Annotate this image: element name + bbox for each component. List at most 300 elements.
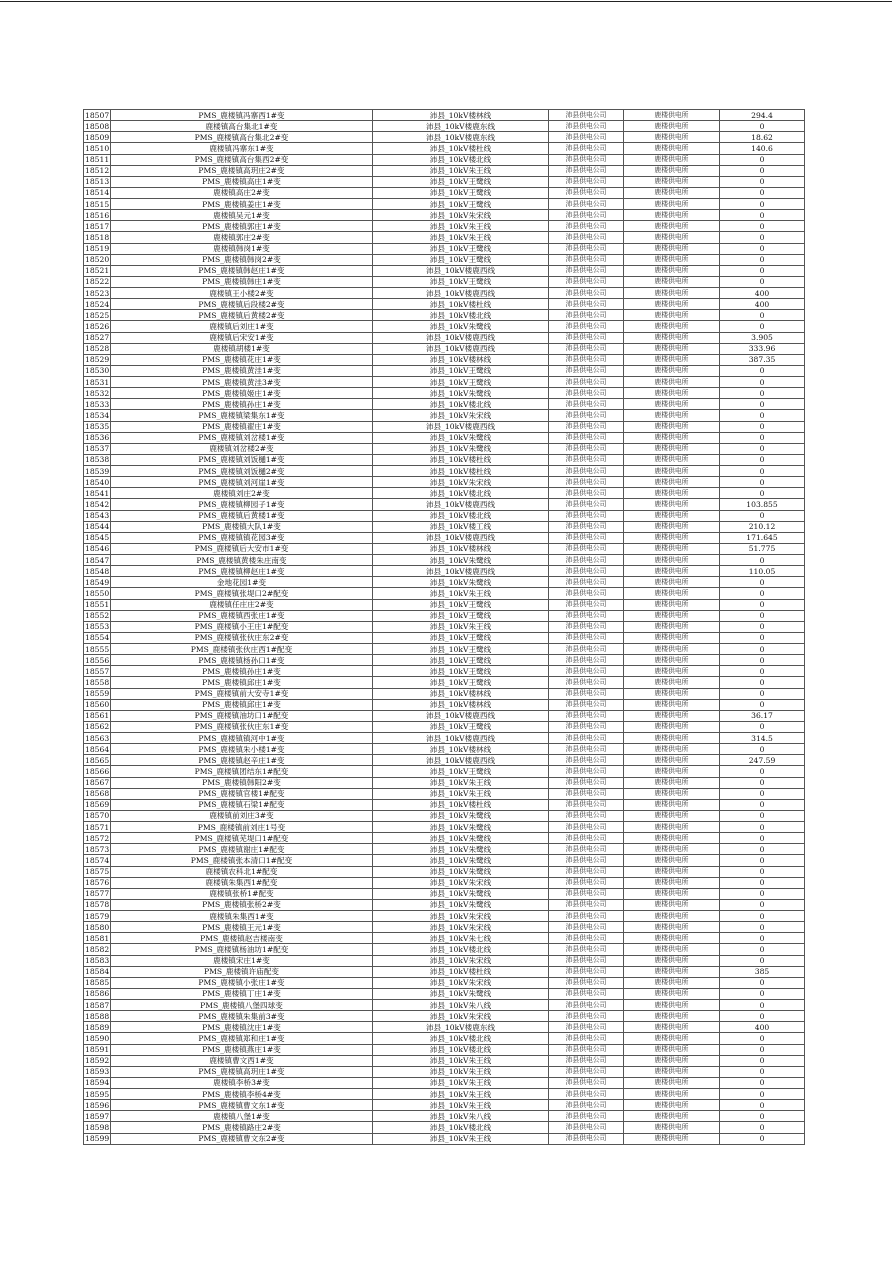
station-cell: 鹿楼供电所	[624, 599, 720, 610]
value-cell: 18.62	[720, 132, 805, 143]
feeder-line-cell: 沛县_10kV楼杜线	[373, 966, 549, 977]
value-cell: 0	[720, 1133, 805, 1144]
transformer-name-cell: 鹿楼镇后宋安1#变	[111, 332, 373, 343]
record-id-cell: 18595	[85, 1089, 110, 1099]
table-row	[84, 276, 805, 287]
table-row	[84, 1066, 805, 1077]
table-row	[84, 988, 805, 999]
transformer-name-cell: PMS_鹿楼镇谢庄1#配变	[111, 844, 373, 855]
value-cell: 0	[720, 810, 805, 821]
table-row	[84, 788, 805, 799]
table-row	[84, 288, 805, 299]
value-cell: 0	[720, 510, 805, 521]
value-cell: 0	[720, 399, 805, 410]
value-cell: 0	[720, 666, 805, 677]
transformer-name-cell: PMS_鹿楼镇姬庄1#变	[111, 388, 373, 399]
company-cell: 沛县供电公司	[549, 276, 624, 287]
transformer-table	[83, 109, 805, 1145]
station-cell: 鹿楼供电所	[624, 532, 720, 543]
station-cell: 鹿楼供电所	[624, 610, 720, 621]
company-cell: 沛县供电公司	[549, 577, 624, 588]
table-row	[84, 710, 805, 721]
feeder-line-cell: 沛县_10kV朱八线	[373, 1111, 549, 1122]
table-row	[84, 543, 805, 554]
feeder-line-cell: 沛县_10kV王鹭线	[373, 187, 549, 198]
feeder-line-cell: 沛县_10kV楼鹿东线	[373, 121, 549, 132]
station-cell: 鹿楼供电所	[624, 1122, 720, 1133]
transformer-name-cell: PMS_鹿楼镇小王庄1#配变	[111, 621, 373, 632]
feeder-line-cell: 沛县_10kV朱鹭线	[373, 833, 549, 844]
feeder-line-cell: 沛县_10kV楼杜线	[373, 143, 549, 154]
company-cell: 沛县供电公司	[549, 310, 624, 321]
feeder-line-cell: 沛县_10kV楼鹿西线	[373, 265, 549, 276]
transformer-name-cell: 鹿楼镇任庄庄2#变	[111, 599, 373, 610]
value-cell: 0	[720, 621, 805, 632]
table-row	[84, 377, 805, 388]
station-cell: 鹿楼供电所	[624, 810, 720, 821]
transformer-name-cell: PMS_鹿楼镇八堡四球变	[111, 1000, 373, 1011]
record-id-cell: 18541	[85, 488, 110, 498]
station-cell: 鹿楼供电所	[624, 510, 720, 521]
table-row	[84, 221, 805, 232]
feeder-line-cell: 沛县_10kV楼鹿东线	[373, 1022, 549, 1033]
table-row	[84, 766, 805, 777]
value-cell: 387.35	[720, 354, 805, 365]
company-cell: 沛县供电公司	[549, 833, 624, 844]
value-cell: 294.4	[720, 110, 805, 121]
station-cell: 鹿楼供电所	[624, 632, 720, 643]
value-cell: 0	[720, 466, 805, 477]
record-id-cell: 18570	[85, 811, 110, 821]
transformer-name-cell: PMS_鹿楼镇黄楼朱庄南变	[111, 555, 373, 566]
table-row	[84, 1111, 805, 1122]
transformer-name-cell: PMS_鹿楼镇黄洼3#变	[111, 377, 373, 388]
table-row	[84, 388, 805, 399]
company-cell: 沛县供电公司	[549, 977, 624, 988]
company-cell: 沛县供电公司	[549, 766, 624, 777]
transformer-name-cell: PMS_鹿楼镇沈庄1#变	[111, 1022, 373, 1033]
record-id-cell: 18531	[85, 377, 110, 387]
company-cell: 沛县供电公司	[549, 610, 624, 621]
transformer-name-cell: 鹿楼镇郭庄2#变	[111, 232, 373, 243]
station-cell: 鹿楼供电所	[624, 688, 720, 699]
record-id-cell: 18512	[85, 166, 110, 176]
value-cell: 0	[720, 377, 805, 388]
transformer-name-cell: PMS_鹿楼镇翟庄1#变	[111, 421, 373, 432]
table-row	[84, 1000, 805, 1011]
transformer-name-cell: PMS_鹿楼镇西张庄1#变	[111, 610, 373, 621]
record-id-cell: 18543	[85, 511, 110, 521]
value-cell: 385	[720, 966, 805, 977]
record-id-cell: 18580	[85, 922, 110, 932]
table-row	[84, 755, 805, 766]
table-row	[84, 677, 805, 688]
value-cell: 0	[720, 199, 805, 210]
station-cell: 鹿楼供电所	[624, 288, 720, 299]
record-id-cell: 18508	[85, 121, 110, 131]
record-id-cell: 18594	[85, 1078, 110, 1088]
table-row	[84, 187, 805, 198]
table-row	[84, 599, 805, 610]
table-row	[84, 1122, 805, 1133]
table-row	[84, 733, 805, 744]
record-id-cell: 18584	[85, 967, 110, 977]
table-row	[84, 232, 805, 243]
feeder-line-cell: 沛县_10kV朱王线	[373, 777, 549, 788]
transformer-name-cell: PMS_鹿楼镇镇河中1#变	[111, 733, 373, 744]
record-id-cell: 18592	[85, 1056, 110, 1066]
company-cell: 沛县供电公司	[549, 744, 624, 755]
feeder-line-cell: 沛县_10kV楼鹿西线	[373, 499, 549, 510]
record-id-cell: 18545	[85, 533, 110, 543]
transformer-name-cell: PMS_鹿楼镇刘饭樋2#变	[111, 466, 373, 477]
company-cell: 沛县供电公司	[549, 632, 624, 643]
table-row	[84, 210, 805, 221]
station-cell: 鹿楼供电所	[624, 221, 720, 232]
transformer-name-cell: PMS_鹿楼镇张桥2#变	[111, 899, 373, 910]
table-row	[84, 644, 805, 655]
table-row	[84, 410, 805, 421]
table-row	[84, 265, 805, 276]
transformer-name-cell: PMS_鹿楼镇后黄楼2#变	[111, 310, 373, 321]
value-cell: 0	[720, 644, 805, 655]
table-row	[84, 521, 805, 532]
company-cell: 沛县供电公司	[549, 1111, 624, 1122]
company-cell: 沛县供电公司	[549, 288, 624, 299]
record-id-cell: 18554	[85, 633, 110, 643]
feeder-line-cell: 沛县_10kV朱鹭线	[373, 810, 549, 821]
station-cell: 鹿楼供电所	[624, 310, 720, 321]
company-cell: 沛县供电公司	[549, 399, 624, 410]
value-cell: 0	[720, 243, 805, 254]
table-row	[84, 110, 805, 121]
company-cell: 沛县供电公司	[549, 1055, 624, 1066]
feeder-line-cell: 沛县_10kV朱宋线	[373, 877, 549, 888]
transformer-name-cell: PMS_鹿楼镇花庄1#变	[111, 354, 373, 365]
table-body	[84, 110, 805, 1145]
table-row	[84, 1100, 805, 1111]
transformer-name-cell: PMS_鹿楼镇张伙庄东2#变	[111, 632, 373, 643]
record-id-cell: 18550	[85, 588, 110, 598]
table-row	[84, 510, 805, 521]
company-cell: 沛县供电公司	[549, 354, 624, 365]
transformer-name-cell: PMS_鹿楼镇杨孙口1#变	[111, 655, 373, 666]
record-id-cell: 18573	[85, 844, 110, 854]
table-row	[84, 121, 805, 132]
table-row	[84, 143, 805, 154]
company-cell: 沛县供电公司	[549, 243, 624, 254]
value-cell: 0	[720, 421, 805, 432]
feeder-line-cell: 沛县_10kV王鹭线	[373, 766, 549, 777]
station-cell: 鹿楼供电所	[624, 1066, 720, 1077]
table-row	[84, 332, 805, 343]
table-row	[84, 877, 805, 888]
record-id-cell: 18569	[85, 800, 110, 810]
station-cell: 鹿楼供电所	[624, 955, 720, 966]
table-row	[84, 343, 805, 354]
feeder-line-cell: 沛县_10kV楼北线	[373, 488, 549, 499]
value-cell: 0	[720, 888, 805, 899]
record-id-cell: 18548	[85, 566, 110, 576]
table-row	[84, 421, 805, 432]
transformer-name-cell: PMS_鹿楼镇柳园子1#变	[111, 499, 373, 510]
company-cell: 沛县供电公司	[549, 1133, 624, 1144]
feeder-line-cell: 沛县_10kV楼杜线	[373, 299, 549, 310]
feeder-line-cell: 沛县_10kV朱七线	[373, 933, 549, 944]
station-cell: 鹿楼供电所	[624, 677, 720, 688]
feeder-line-cell: 沛县_10kV朱鹭线	[373, 899, 549, 910]
company-cell: 沛县供电公司	[549, 944, 624, 955]
table-row	[84, 243, 805, 254]
feeder-line-cell: 沛县_10kV楼林线	[373, 354, 549, 365]
feeder-line-cell: 沛县_10kV朱王线	[373, 232, 549, 243]
transformer-name-cell: PMS_鹿楼镇郭庄1#变	[111, 221, 373, 232]
station-cell: 鹿楼供电所	[624, 477, 720, 488]
value-cell: 400	[720, 288, 805, 299]
table-row	[84, 1133, 805, 1144]
station-cell: 鹿楼供电所	[624, 199, 720, 210]
company-cell: 沛县供电公司	[549, 232, 624, 243]
feeder-line-cell: 沛县_10kV王鹭线	[373, 644, 549, 655]
value-cell: 0	[720, 922, 805, 933]
record-id-cell: 18528	[85, 344, 110, 354]
station-cell: 鹿楼供电所	[624, 621, 720, 632]
station-cell: 鹿楼供电所	[624, 933, 720, 944]
value-cell: 0	[720, 121, 805, 132]
company-cell: 沛县供电公司	[549, 1066, 624, 1077]
table-row	[84, 799, 805, 810]
table-row	[84, 721, 805, 732]
value-cell: 0	[720, 844, 805, 855]
transformer-name-cell: PMS_鹿楼镇李桥4#变	[111, 1089, 373, 1100]
feeder-line-cell: 沛县_10kV朱王线	[373, 588, 549, 599]
transformer-name-cell: PMS_鹿楼镇梁集东1#变	[111, 410, 373, 421]
transformer-name-cell: 鹿楼镇冯寨东1#变	[111, 143, 373, 154]
table-row	[84, 254, 805, 265]
transformer-name-cell: PMS_鹿楼镇高庄1#变	[111, 176, 373, 187]
company-cell: 沛县供电公司	[549, 176, 624, 187]
feeder-line-cell: 沛县_10kV朱王线	[373, 221, 549, 232]
station-cell: 鹿楼供电所	[624, 911, 720, 922]
feeder-line-cell: 沛县_10kV朱鹭线	[373, 577, 549, 588]
table-row	[84, 566, 805, 577]
value-cell: 0	[720, 699, 805, 710]
transformer-name-cell: PMS_鹿楼镇丁庄1#变	[111, 988, 373, 999]
feeder-line-cell: 沛县_10kV朱鹭线	[373, 555, 549, 566]
record-id-cell: 18563	[85, 733, 110, 743]
station-cell: 鹿楼供电所	[624, 110, 720, 121]
transformer-name-cell: PMS_鹿楼镇韩岗2#变	[111, 254, 373, 265]
table-row	[84, 499, 805, 510]
company-cell: 沛县供电公司	[549, 810, 624, 821]
company-cell: 沛县供电公司	[549, 988, 624, 999]
station-cell: 鹿楼供电所	[624, 644, 720, 655]
value-cell: 0	[720, 310, 805, 321]
station-cell: 鹿楼供电所	[624, 577, 720, 588]
value-cell: 0	[720, 1122, 805, 1133]
value-cell: 0	[720, 1077, 805, 1088]
value-cell: 0	[720, 410, 805, 421]
record-id-cell: 18525	[85, 310, 110, 320]
transformer-name-cell: PMS_鹿楼镇张堤口2#配变	[111, 588, 373, 599]
value-cell: 0	[720, 944, 805, 955]
value-cell: 0	[720, 721, 805, 732]
transformer-name-cell: PMS_鹿楼镇朱集前3#变	[111, 1011, 373, 1022]
value-cell: 0	[720, 788, 805, 799]
station-cell: 鹿楼供电所	[624, 799, 720, 810]
company-cell: 沛县供电公司	[549, 566, 624, 577]
table-row	[84, 833, 805, 844]
company-cell: 沛县供电公司	[549, 365, 624, 376]
record-id-cell: 18599	[85, 1134, 110, 1144]
station-cell: 鹿楼供电所	[624, 299, 720, 310]
feeder-line-cell: 沛县_10kV楼鹿西线	[373, 532, 549, 543]
company-cell: 沛县供电公司	[549, 488, 624, 499]
table-row	[84, 632, 805, 643]
station-cell: 鹿楼供电所	[624, 566, 720, 577]
company-cell: 沛县供电公司	[549, 733, 624, 744]
transformer-name-cell: PMS_鹿楼镇后黄楼1#变	[111, 510, 373, 521]
table-row	[84, 310, 805, 321]
company-cell: 沛县供电公司	[549, 265, 624, 276]
feeder-line-cell: 沛县_10kV朱鹭线	[373, 844, 549, 855]
company-cell: 沛县供电公司	[549, 332, 624, 343]
record-id-cell: 18598	[85, 1122, 110, 1132]
feeder-line-cell: 沛县_10kV楼鹿西线	[373, 755, 549, 766]
table-row	[84, 199, 805, 210]
transformer-name-cell: PMS_鹿楼镇镇花园3#变	[111, 532, 373, 543]
transformer-name-cell: PMS_鹿楼镇高玥庄2#变	[111, 165, 373, 176]
value-cell: 36.17	[720, 710, 805, 721]
transformer-name-cell: PMS_鹿楼镇曹文东1#变	[111, 1100, 373, 1111]
table-row	[84, 688, 805, 699]
feeder-line-cell: 沛县_10kV楼北线	[373, 1033, 549, 1044]
station-cell: 鹿楼供电所	[624, 555, 720, 566]
transformer-name-cell: PMS_鹿楼镇刘河崖1#变	[111, 477, 373, 488]
value-cell: 0	[720, 777, 805, 788]
value-cell: 0	[720, 1055, 805, 1066]
value-cell: 0	[720, 988, 805, 999]
table-row	[84, 555, 805, 566]
value-cell: 103.855	[720, 499, 805, 510]
table-row	[84, 399, 805, 410]
feeder-line-cell: 沛县_10kV朱宋线	[373, 477, 549, 488]
transformer-name-cell: 鹿楼镇高庄2#变	[111, 187, 373, 198]
feeder-line-cell: 沛县_10kV王鹭线	[373, 365, 549, 376]
record-id-cell: 18585	[85, 978, 110, 988]
feeder-line-cell: 沛县_10kV朱鹭线	[373, 988, 549, 999]
value-cell: 0	[720, 911, 805, 922]
feeder-line-cell: 沛县_10kV王鹭线	[373, 276, 549, 287]
transformer-name-cell: PMS_鹿楼镇邱庄1#变	[111, 677, 373, 688]
station-cell: 鹿楼供电所	[624, 543, 720, 554]
table-row	[84, 911, 805, 922]
value-cell: 0	[720, 855, 805, 866]
table-row	[84, 466, 805, 477]
value-cell: 0	[720, 232, 805, 243]
transformer-name-cell: 鹿楼镇前刘庄3#变	[111, 810, 373, 821]
transformer-name-cell: 鹿楼镇李桥3#变	[111, 1077, 373, 1088]
company-cell: 沛县供电公司	[549, 899, 624, 910]
table-row	[84, 855, 805, 866]
station-cell: 鹿楼供电所	[624, 410, 720, 421]
value-cell: 0	[720, 1089, 805, 1100]
record-id-cell: 18586	[85, 989, 110, 999]
company-cell: 沛县供电公司	[549, 877, 624, 888]
station-cell: 鹿楼供电所	[624, 888, 720, 899]
station-cell: 鹿楼供电所	[624, 877, 720, 888]
transformer-name-cell: 鹿楼镇八堡1#变	[111, 1111, 373, 1122]
transformer-name-cell: PMS_鹿楼镇前大安寺1#变	[111, 688, 373, 699]
table-row	[84, 933, 805, 944]
company-cell: 沛县供电公司	[549, 721, 624, 732]
company-cell: 沛县供电公司	[549, 466, 624, 477]
value-cell: 0	[720, 677, 805, 688]
table-row	[84, 132, 805, 143]
record-id-cell: 18589	[85, 1022, 110, 1032]
feeder-line-cell: 沛县_10kV王鹭线	[373, 199, 549, 210]
feeder-line-cell: 沛县_10kV朱王线	[373, 1077, 549, 1088]
value-cell: 0	[720, 1011, 805, 1022]
company-cell: 沛县供电公司	[549, 143, 624, 154]
station-cell: 鹿楼供电所	[624, 833, 720, 844]
station-cell: 鹿楼供电所	[624, 733, 720, 744]
table-row	[84, 454, 805, 465]
transformer-name-cell: 鹿楼镇吴元1#变	[111, 210, 373, 221]
value-cell: 0	[720, 1111, 805, 1122]
company-cell: 沛县供电公司	[549, 666, 624, 677]
table-row	[84, 176, 805, 187]
company-cell: 沛县供电公司	[549, 588, 624, 599]
station-cell: 鹿楼供电所	[624, 899, 720, 910]
record-id-cell: 18535	[85, 422, 110, 432]
feeder-line-cell: 沛县_10kV楼鹿西线	[373, 343, 549, 354]
feeder-line-cell: 沛县_10kV王鹭线	[373, 254, 549, 265]
transformer-name-cell: PMS_鹿楼镇大队1#变	[111, 521, 373, 532]
feeder-line-cell: 沛县_10kV朱宋线	[373, 911, 549, 922]
record-id-cell: 18588	[85, 1011, 110, 1021]
record-id-cell: 18534	[85, 410, 110, 420]
record-id-cell: 18596	[85, 1100, 110, 1110]
record-id-cell: 18566	[85, 766, 110, 776]
record-id-cell: 18577	[85, 889, 110, 899]
record-id-cell: 18558	[85, 677, 110, 687]
station-cell: 鹿楼供电所	[624, 1100, 720, 1111]
value-cell: 51.775	[720, 543, 805, 554]
transformer-name-cell: PMS_鹿楼镇前刘庄1号变	[111, 822, 373, 833]
company-cell: 沛县供电公司	[549, 688, 624, 699]
station-cell: 鹿楼供电所	[624, 1011, 720, 1022]
transformer-name-cell: PMS_鹿楼镇曹文东2#变	[111, 1133, 373, 1144]
table-row	[84, 1089, 805, 1100]
transformer-name-cell: PMS_鹿楼镇许庙配变	[111, 966, 373, 977]
record-id-cell: 18509	[85, 132, 110, 142]
table-row	[84, 365, 805, 376]
company-cell: 沛县供电公司	[549, 221, 624, 232]
transformer-name-cell: 鹿楼镇曹文西1#变	[111, 1055, 373, 1066]
feeder-line-cell: 沛县_10kV朱王线	[373, 621, 549, 632]
record-id-cell: 18513	[85, 177, 110, 187]
value-cell: 0	[720, 955, 805, 966]
transformer-name-cell: 鹿楼镇朱集西1#变	[111, 911, 373, 922]
record-id-cell: 18551	[85, 600, 110, 610]
station-cell: 鹿楼供电所	[624, 276, 720, 287]
feeder-line-cell: 沛县_10kV朱鹭线	[373, 855, 549, 866]
company-cell: 沛县供电公司	[549, 1033, 624, 1044]
record-id-cell: 18547	[85, 555, 110, 565]
feeder-line-cell: 沛县_10kV楼北线	[373, 1044, 549, 1055]
transformer-name-cell: PMS_鹿楼镇韩庄1#变	[111, 276, 373, 287]
